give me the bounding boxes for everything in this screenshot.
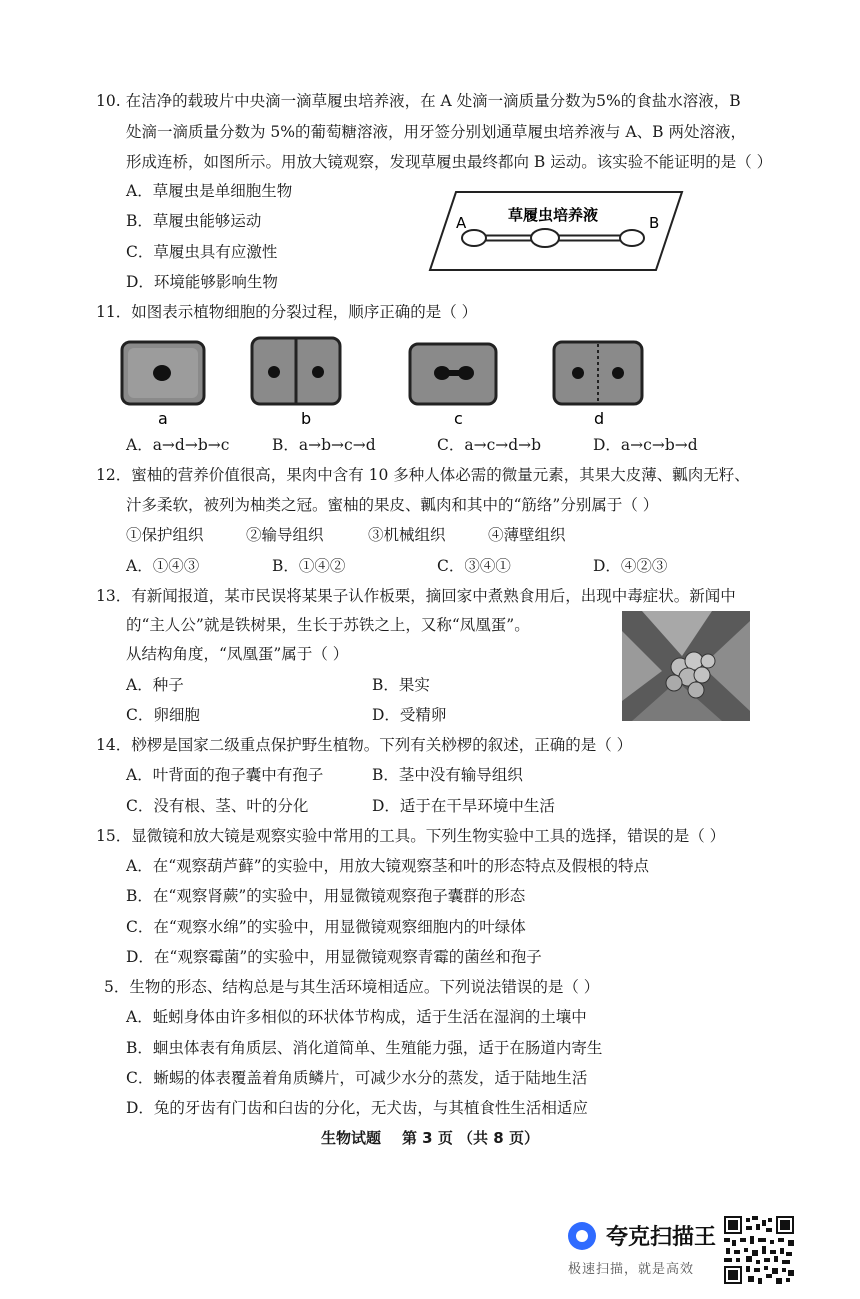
q12-option-a: A．①④③	[126, 557, 200, 575]
q15-option-c: C．在“观察水绵”的实验中，用显微镜观察细胞内的叶绿体	[126, 918, 526, 936]
q16-option-c: C．蜥蜴的体表覆盖着角质鳞片，可减少水分的蒸发，适于陆地生活	[126, 1069, 588, 1087]
q16-option-b: B．蛔虫体表有角质层、消化道简单、生殖能力强，适于在肠道内寄生	[126, 1039, 603, 1057]
cell-division-figure	[118, 336, 648, 428]
q11-stem: 11．如图表示植物细胞的分裂过程，顺序正确的是（ ）	[96, 303, 478, 321]
footer-page: 第 3 页 （共 8 页）	[401, 1129, 539, 1147]
watermark-slogan: 极速扫描，就是高效	[568, 1262, 695, 1277]
q13-option-b: B．果实	[372, 676, 430, 694]
q16-stem: 5．生物的形态、结构总是与其生活环境相适应。下列说法错误的是（ ）	[104, 978, 600, 996]
cell-label-b: b	[301, 409, 312, 428]
q16-option-d: D．兔的牙齿有门齿和臼齿的分化，无犬齿，与其植食性生活相适应	[126, 1099, 588, 1117]
quark-logo-icon	[568, 1222, 596, 1250]
q10-line2: 处滴一滴质量分数为 5%的葡萄糖溶液，用牙签分别划通草履虫培养液与 A、B 两处溶液，	[126, 123, 746, 141]
q12-tissue-4: ④薄壁组织	[488, 526, 566, 544]
q12-tissue-3: ③机械组织	[368, 526, 446, 544]
cell-d	[554, 342, 642, 404]
q15-option-a: A．在“观察葫芦藓”的实验中，用放大镜观察茎和叶的形态特点及假根的特点	[126, 857, 650, 875]
q13-line2: 的“主人公”就是铁树果，生长于苏铁之上，又称“凤凰蛋”。	[126, 616, 530, 634]
page-footer	[0, 1127, 860, 1148]
cell-label-a: a	[158, 409, 168, 428]
q11-option-b: B．a→b→c→d	[272, 436, 376, 454]
q14-stem: 14．桫椤是国家二级重点保护野生植物。下列有关桫椤的叙述，正确的是（ ）	[96, 736, 633, 754]
cycad-photo	[622, 611, 750, 721]
q13-line3: 从结构角度，“凤凰蛋”属于（ ）	[126, 645, 349, 663]
cell-b	[252, 338, 340, 404]
q12-option-c: C．③④①	[437, 557, 511, 575]
cell-label-d: d	[594, 409, 605, 428]
q14-option-d: D．适于在干旱环境中生活	[372, 797, 555, 815]
figure-label-b: B	[649, 214, 660, 232]
q11-option-a: A．a→d→b→c	[126, 436, 230, 454]
q11-option-c: C．a→c→d→b	[437, 436, 542, 454]
q12-line2: 汁多柔软，被列为柚类之冠。蜜柚的果皮、瓤肉和其中的“筋络”分别属于（ ）	[126, 496, 659, 514]
q13-option-c: C．卵细胞	[126, 706, 200, 724]
cell-label-c: c	[454, 409, 463, 428]
slide-figure	[426, 188, 688, 274]
q10-line1: 10. 在洁净的载玻片中央滴一滴草履虫培养液，在 A 处滴一滴质量分数为5%的食盐水溶液，B	[96, 92, 741, 110]
scanner-watermark	[566, 1218, 726, 1278]
q10-option-c: C．草履虫具有应激性	[126, 243, 278, 261]
q14-option-b: B．茎中没有输导组织	[372, 766, 523, 784]
cell-c	[410, 344, 496, 404]
q12-option-b: B．①④②	[272, 557, 346, 575]
q13-option-d: D．受精卵	[372, 706, 447, 724]
q10-line3: 形成连桥，如图所示。用放大镜观察，发现草履虫最终都向 B 运动。该实验不能证明的是（ ）	[126, 153, 773, 171]
footer-subject: 生物试题	[321, 1129, 382, 1147]
q10-option-a: A．草履虫是单细胞生物	[126, 182, 293, 200]
q12-option-d: D．④②③	[593, 557, 668, 575]
q14-option-a: A．叶背面的孢子囊中有孢子	[126, 766, 324, 784]
q12-tissue-1: ①保护组织	[126, 526, 204, 544]
q13-line1: 13．有新闻报道，某市民误将某果子认作板栗，摘回家中煮熟食用后，出现中毒症状。新闻中	[96, 587, 736, 605]
figure-title: 草履虫培养液	[508, 206, 599, 224]
q15-stem: 15．显微镜和放大镜是观察实验中常用的工具。下列生物实验中工具的选择，错误的是（ ）	[96, 827, 726, 845]
q15-option-b: B．在“观察肾蕨”的实验中，用显微镜观察孢子囊群的形态	[126, 887, 526, 905]
qr-code-icon	[724, 1216, 794, 1284]
q15-option-d: D．在“观察霉菌”的实验中，用显微镜观察青霉的菌丝和孢子	[126, 948, 542, 966]
watermark-brand: 夸克扫描王	[606, 1225, 717, 1250]
q10-option-d: D．环境能够影响生物	[126, 273, 278, 291]
q16-option-a: A．蚯蚓身体由许多相似的环状体节构成，适于生活在湿润的土壤中	[126, 1008, 587, 1026]
q12-line1: 12．蜜柚的营养价值很高，果肉中含有 10 多种人体必需的微量元素，其果大皮薄、瓤肉无籽、	[96, 466, 750, 484]
q13-option-a: A．种子	[126, 676, 184, 694]
figure-label-a: A	[456, 214, 467, 232]
q12-tissue-2: ②输导组织	[246, 526, 324, 544]
cell-a	[122, 342, 204, 404]
q11-option-d: D．a→c→b→d	[593, 436, 698, 454]
q10-option-b: B．草履虫能够运动	[126, 212, 262, 230]
q14-option-c: C．没有根、茎、叶的分化	[126, 797, 309, 815]
